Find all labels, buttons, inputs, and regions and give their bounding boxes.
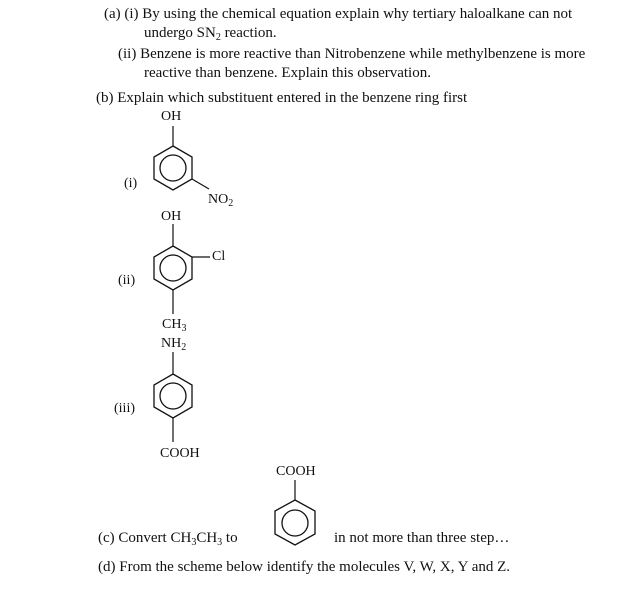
ch3-sub: 3: [181, 323, 187, 334]
c-text-c: to: [222, 530, 238, 546]
benzene-ring-c: [250, 478, 340, 558]
benzene-ring-iii: [130, 350, 230, 450]
question-c-part1: [98, 529, 238, 547]
c-sub2: 3: [217, 537, 223, 548]
structure-ii-roman: (ii): [118, 273, 136, 288]
benzene-ring-ii: [130, 222, 240, 322]
c-sub1: 3: [191, 537, 197, 548]
structure-ii-oh-label: OH: [161, 209, 182, 224]
ch3-main: CH: [162, 317, 182, 332]
no2-sub: 2: [228, 198, 234, 209]
structure-iii-cooh-label: COOH: [160, 446, 200, 461]
question-a-ii-line1: (ii) Benzene is more reactive than Nitrobenzene while methylbenzene is more: [118, 46, 586, 62]
question-c-part2: in not more than three step…: [334, 530, 510, 546]
structure-iii-roman: (iii): [114, 401, 135, 416]
structure-i-roman: (i): [124, 176, 138, 191]
question-b-intro: (b) Explain which substituent entered in the benzene ring first: [96, 90, 468, 106]
nh2-sub: 2: [181, 342, 187, 353]
c-text-b: CH: [196, 530, 218, 546]
subscript: 2: [215, 32, 221, 43]
c-text-a: (c) Convert CH: [98, 530, 192, 546]
question-a-i-text-end: reaction.: [220, 25, 277, 41]
nh2-main: NH: [161, 336, 182, 351]
structure-i-oh-label: OH: [161, 109, 182, 124]
structure-i-no2-label: [208, 192, 233, 208]
question-a-i-line1: (a) (i) By using the chemical equation explain why tertiary haloalkane can not: [104, 6, 573, 22]
no2-main: NO: [208, 192, 229, 207]
question-a-ii-line2: reactive than benzene. Explain this observation.: [144, 65, 431, 81]
structure-c-cooh-label: COOH: [276, 464, 316, 479]
question-a-i-line2: [144, 24, 277, 42]
structure-ii-ch3-label: [162, 317, 186, 333]
question-d-line: (d) From the scheme below identify the molecules V, W, X, Y and Z.: [98, 559, 511, 575]
structure-ii-cl-label: Cl: [212, 249, 226, 264]
question-a-i-text: undergo SN: [144, 25, 216, 41]
